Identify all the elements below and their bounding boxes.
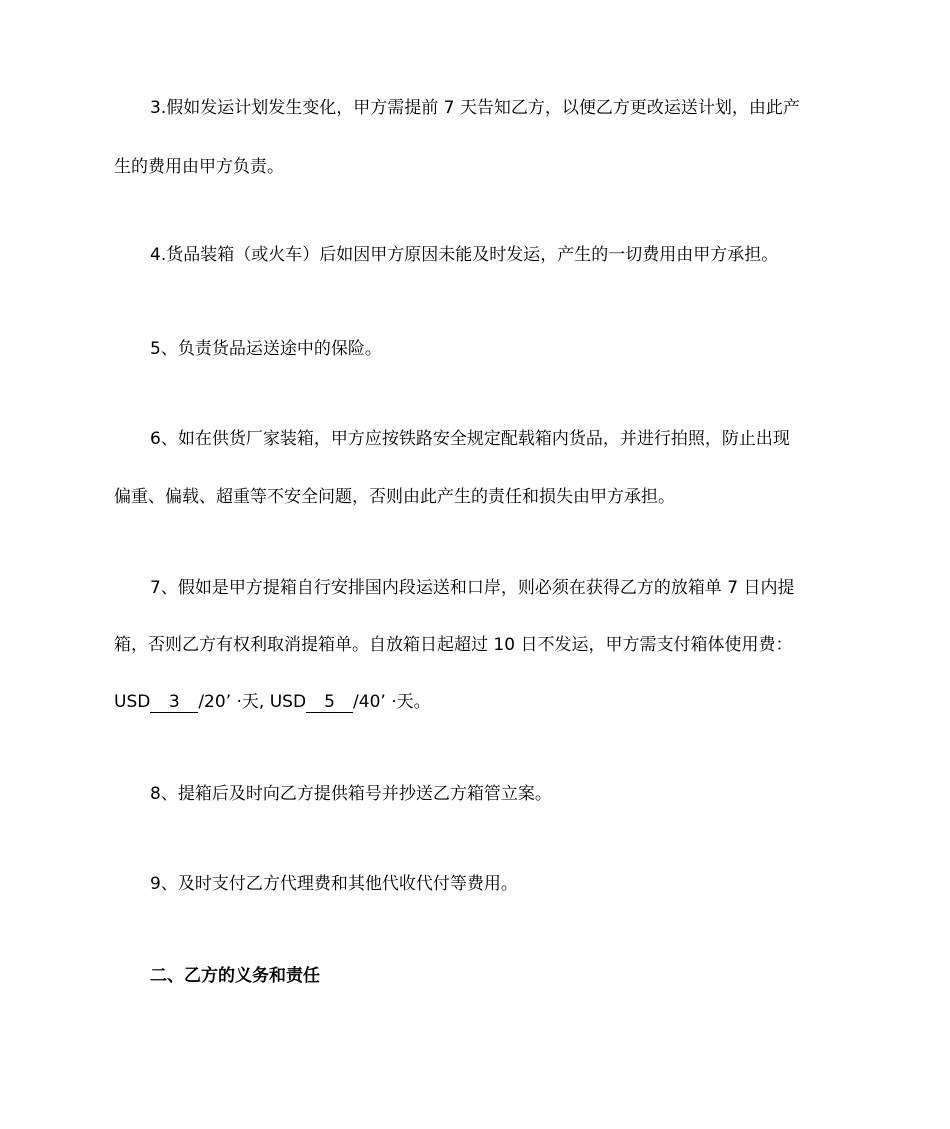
item-3-line-1: 3.假如发运计划发生变化，甲方需提前 7 天告知乙方，以便乙方更改运送计划，由此产 bbox=[150, 98, 800, 118]
item-8: 8、提箱后及时向乙方提供箱号并抄送乙方箱管立案。 bbox=[150, 784, 552, 804]
fee-20ft-unit: /20’ ·天, USD bbox=[198, 692, 307, 712]
item-3-line-2: 生的费用由甲方负责。 bbox=[114, 157, 284, 177]
fee-prefix: USD bbox=[114, 692, 151, 712]
item-7-fee-line bbox=[114, 690, 844, 714]
item-6-line-2: 偏重、偏载、超重等不安全问题，否则由此产生的责任和损失由甲方承担。 bbox=[114, 487, 675, 507]
item-9: 9、及时支付乙方代理费和其他代收代付等费用。 bbox=[150, 874, 518, 894]
fee-40ft-value: 5 bbox=[306, 692, 353, 713]
item-7-line-1: 7、假如是甲方提箱自行安排国内段运送和口岸，则必须在获得乙方的放箱单 7 日内提 bbox=[150, 578, 795, 598]
fee-20ft-value: 3 bbox=[150, 692, 198, 713]
item-7-line-2: 箱，否则乙方有权利取消提箱单。自放箱日起超过 10 日不发运，甲方需支付箱体使用费： bbox=[114, 635, 793, 655]
fee-40ft-unit: /40’ ·天。 bbox=[353, 692, 431, 712]
item-5: 5、负责货品运送途中的保险。 bbox=[150, 339, 382, 359]
item-6-line-1: 6、如在供货厂家装箱，甲方应按铁路安全规定配载箱内货品，并进行拍照，防止出现 bbox=[150, 429, 790, 449]
item-4: 4.货品装箱（或火车）后如因甲方原因未能及时发运，产生的一切费用由甲方承担。 bbox=[150, 245, 779, 265]
section-heading: 二、乙方的义务和责任 bbox=[150, 966, 320, 986]
